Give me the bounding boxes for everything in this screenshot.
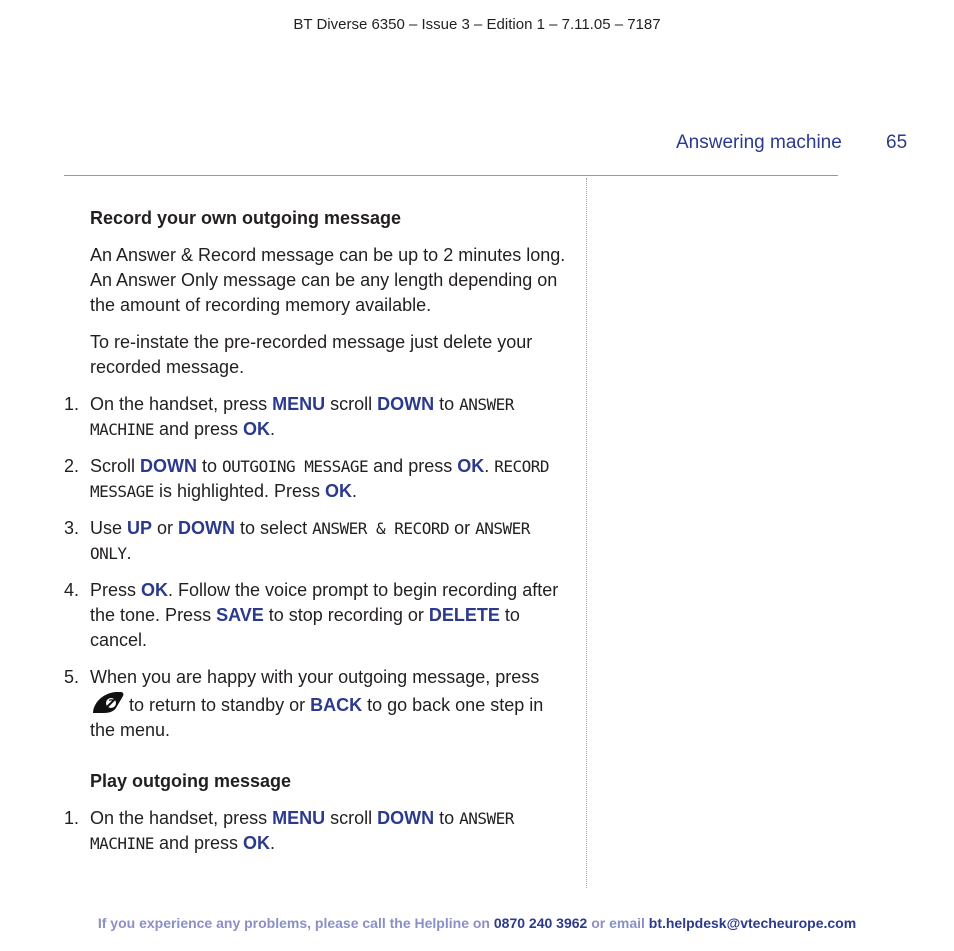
step-number: 4. [64, 580, 80, 600]
list-item: 1. On the handset, press MENU scroll DOWN to ANSWER MACHINE and press OK. [64, 808, 514, 853]
delete-key: DELETE [428, 605, 500, 625]
helpdesk-email: bt.helpdesk@vtecheurope.com [648, 915, 857, 931]
step-number: 2. [64, 456, 80, 476]
section-heading-record: Record your own outgoing message [90, 208, 402, 228]
step-number: 3. [64, 518, 80, 538]
helpline-phone: 0870 240 3962 [493, 915, 588, 931]
up-key: UP [127, 518, 153, 538]
step-number: 1. [64, 394, 80, 414]
list-item: 4. Press OK. Follow the voice prompt to begin recording after the tone. Press SAVE to stop recording or DELETE to cancel. [64, 580, 559, 650]
display-text: ANSWER MACHINE [90, 809, 514, 853]
step-number: 5. [64, 667, 80, 687]
play-steps-list [64, 806, 570, 856]
document-info: BT Diverse 6350 – Issue 3 – Edition 1 – 7.11.05 – 7187 [293, 16, 661, 33]
ok-key: OK [141, 580, 169, 600]
down-key: DOWN [377, 394, 435, 414]
main-content [64, 206, 570, 868]
intro-paragraph: An Answer & Record message can be up to 2 minutes long. An Answer Only message can be any length depending on the amount of recording memory available. [90, 245, 566, 315]
list-item: 2. Scroll DOWN to OUTGOING MESSAGE and press OK. RECORD MESSAGE is highlighted. Press OK. [64, 456, 550, 501]
end-call-icon [90, 690, 124, 716]
page-number: 65 [886, 132, 908, 153]
list-item: 1. On the handset, press MENU scroll DOWN to ANSWER MACHINE and press OK. [64, 394, 514, 439]
ok-key: OK [243, 833, 270, 853]
reinstate-paragraph: To re-instate the pre-recorded message just delete your recorded message. [90, 332, 533, 377]
display-text: OUTGOING MESSAGE [222, 457, 369, 476]
menu-key: MENU [272, 808, 326, 828]
down-key: DOWN [178, 518, 236, 538]
display-text: ANSWER ONLY [90, 519, 530, 563]
section-heading-play: Play outgoing message [90, 771, 292, 791]
ok-key: OK [325, 481, 353, 501]
save-key: SAVE [216, 605, 264, 625]
helpline-footer: If you experience any problems, please call the Helpline on 0870 240 3962 or email bt.helpdesk@vtecheurope.com [97, 915, 857, 931]
ok-key: OK [243, 419, 270, 439]
down-key: DOWN [140, 456, 198, 476]
record-steps-list [64, 392, 570, 743]
display-text: ANSWER MACHINE [90, 395, 514, 439]
step-number: 1. [64, 808, 80, 828]
list-item: 5. When you are happy with your outgoing message, press to return to standby or BACK to go back one step in the menu. [64, 667, 544, 740]
column-divider [586, 178, 587, 888]
section-title: Answering machine [676, 132, 842, 153]
ok-key: OK [457, 456, 485, 476]
header-divider [64, 175, 838, 176]
down-key: DOWN [377, 808, 435, 828]
back-key: BACK [310, 695, 363, 715]
display-text: RECORD MESSAGE [90, 457, 550, 501]
list-item: 3. Use UP or DOWN to select ANSWER & RECORD or ANSWER ONLY. [64, 518, 530, 563]
menu-key: MENU [272, 394, 326, 414]
display-text: ANSWER & RECORD [312, 519, 450, 538]
